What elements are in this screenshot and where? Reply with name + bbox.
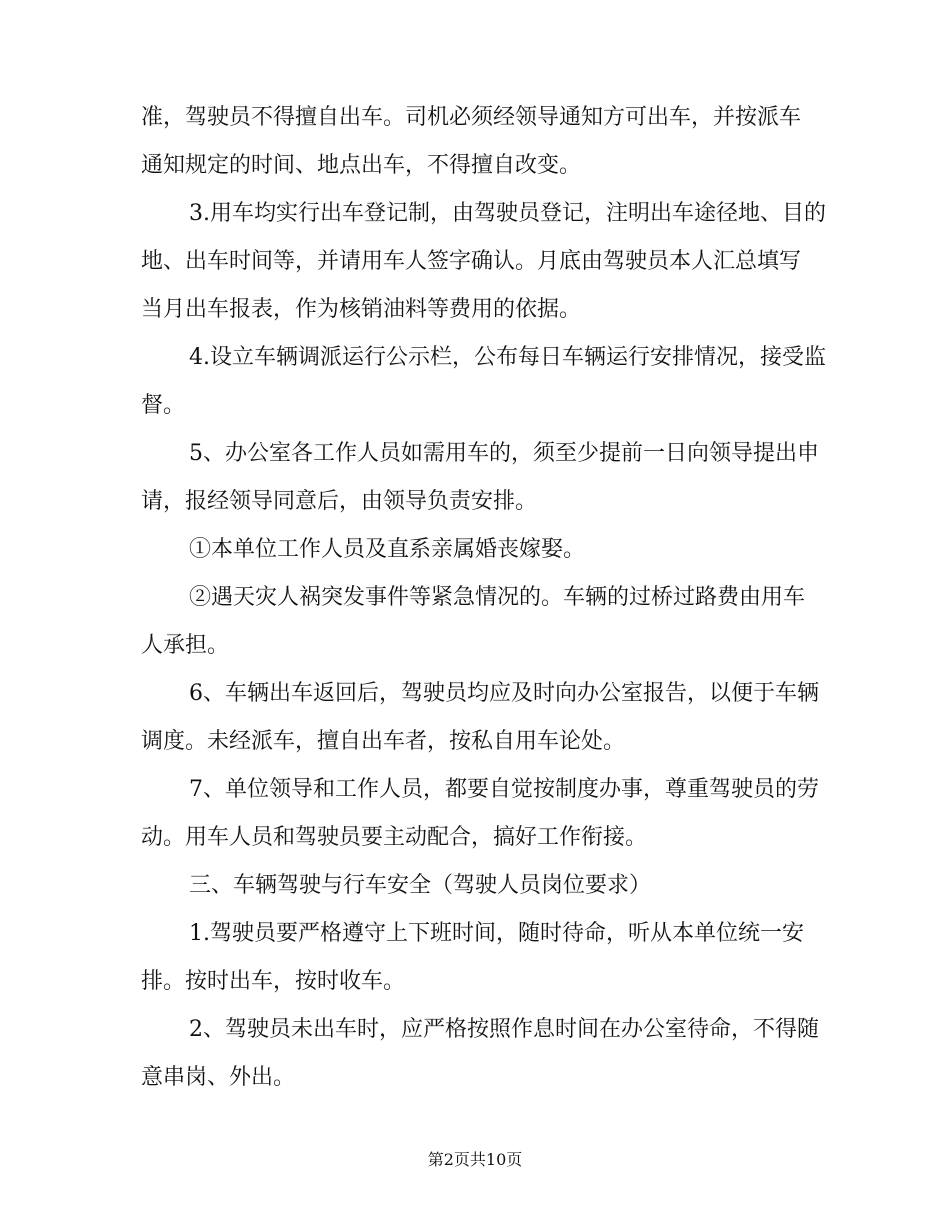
text-line-21: 意串岗、外出。 <box>141 1065 296 1090</box>
text-line-8: 5、办公室各工作人员如需用车的，须至少提前一日向领导提出申 <box>189 441 819 466</box>
text-line-14: 调度。未经派车，擅自出车者，按私自用车论处。 <box>141 729 626 754</box>
text-line-15: 7、单位领导和工作人员，都要自觉按制度办事，尊重驾驶员的劳 <box>189 777 819 802</box>
text-line-7: 督。 <box>141 393 186 418</box>
text-line-13: 6、车辆出车返回后，驾驶员均应及时向办公室报告，以便于车辆 <box>189 681 819 706</box>
text-line-10: ①本单位工作人员及直系亲属婚丧嫁娶。 <box>189 537 586 562</box>
text-line-11: ②遇天灾人祸突发事件等紧急情况的。车辆的过桥过路费由用车 <box>189 585 806 610</box>
text-line-19: 排。按时出车，按时收车。 <box>141 969 406 994</box>
text-line-9: 请，报经领导同意后，由领导负责安排。 <box>141 489 538 514</box>
section-heading: 三、车辆驾驶与行车安全（驾驶人员岗位要求） <box>189 873 652 898</box>
text-line-6: 4.设立车辆调派运行公示栏，公布每日车辆运行安排情况，接受监 <box>189 345 826 370</box>
text-line-4: 地、出车时间等，并请用车人签字确认。月底由驾驶员本人汇总填写 <box>141 249 802 274</box>
text-line-12: 人承担。 <box>141 633 230 658</box>
text-line-18: 1.驾驶员要严格遵守上下班时间，随时待命，听从本单位统一安 <box>189 921 804 946</box>
page-footer: 第2页共10页 <box>427 1150 523 1169</box>
text-line-2: 通知规定的时间、地点出车，不得擅自改变。 <box>141 153 582 178</box>
text-line-5: 当月出车报表，作为核销油料等费用的依据。 <box>141 297 582 322</box>
text-line-20: 2、驾驶员未出车时，应严格按照作息时间在办公室待命，不得随 <box>189 1017 819 1042</box>
text-line-16: 动。用车人员和驾驶员要主动配合，搞好工作衔接。 <box>141 825 648 850</box>
text-line-1: 准，驾驶员不得擅自出车。司机必须经领导通知方可出车，并按派车 <box>141 105 802 130</box>
text-line-3: 3.用车均实行出车登记制，由驾驶员登记，注明出车途径地、目的 <box>189 201 826 226</box>
